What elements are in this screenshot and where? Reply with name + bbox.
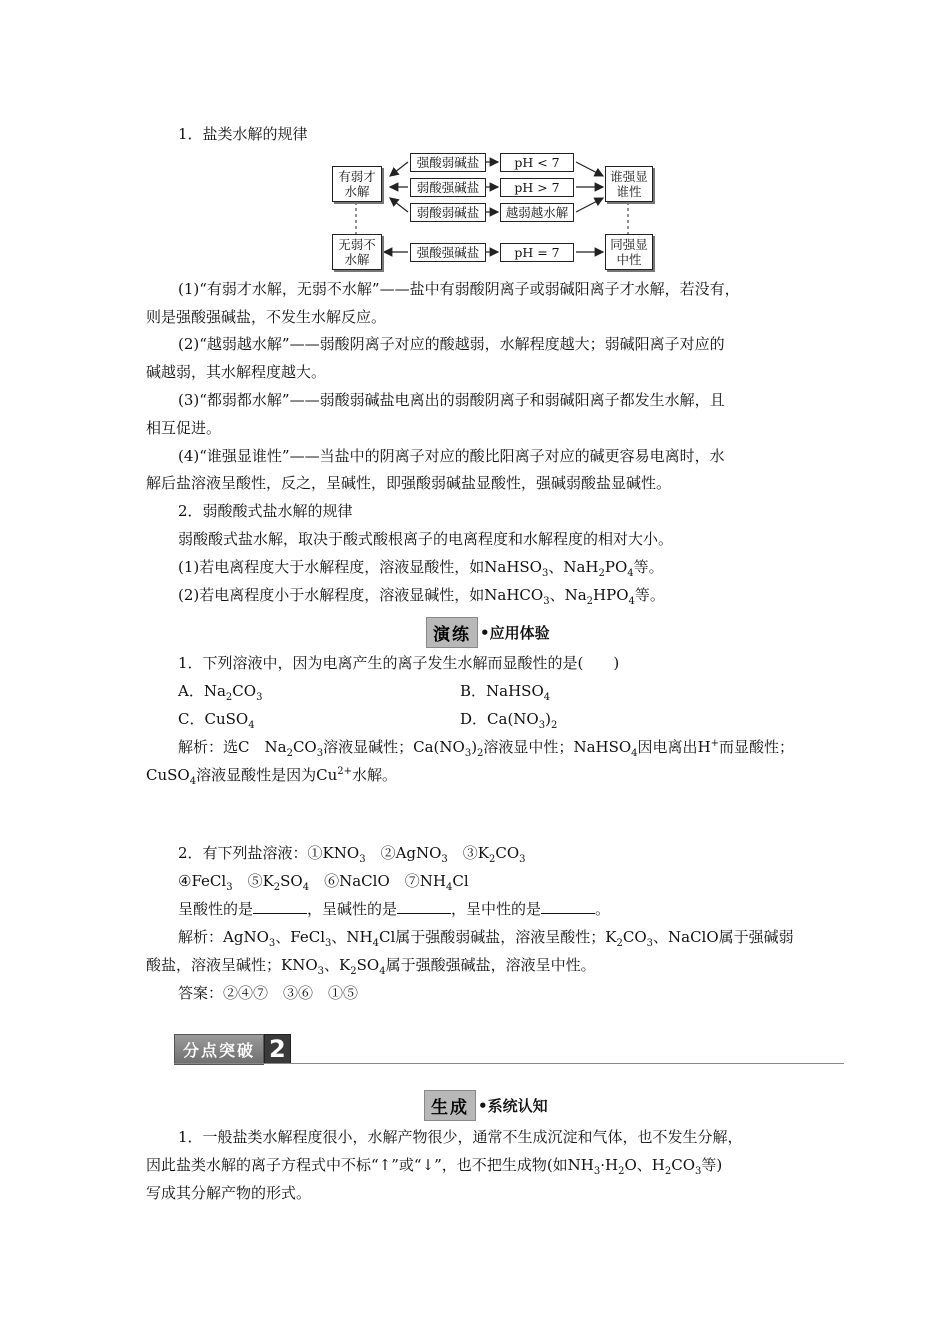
diagram-arrows xyxy=(0,0,950,280)
fill-end: 。 xyxy=(595,900,611,918)
generate-p1-end: 等) xyxy=(701,1156,723,1174)
section2-intro: 弱酸酸式盐水解，取决于酸式酸根离子的电离程度和水解程度的相对大小。 xyxy=(178,530,674,548)
option-b-label: B． xyxy=(460,682,487,700)
question-2-text: 2．有下列盐溶液： xyxy=(178,844,308,862)
section2-item-1-end: 等。 xyxy=(633,558,664,576)
diagram-box-left-bottom: 无弱不水解 xyxy=(332,234,382,270)
section-break-banner xyxy=(174,1035,291,1063)
diagram-mid-0: 强酸弱碱盐 xyxy=(410,153,486,172)
question-2-fill xyxy=(178,899,858,919)
generate-banner xyxy=(424,1090,548,1121)
option-d-label: D． xyxy=(460,710,488,728)
option-b: B．NaHSO$_4$ xyxy=(460,682,551,703)
section2-heading: 2．弱酸酸式盐水解的规律 xyxy=(178,502,353,520)
practice-tag: 演练 xyxy=(426,617,478,648)
answer-2-line-1: 解析：AgNO$_3$、FeCl$_3$、$NH_4Cl$属于强酸弱碱盐，溶液呈酸性；$K_2CO_3$、NaClO属于强碱弱 xyxy=(178,928,794,949)
rule-2-line-2: 碱越弱，其水解程度越大。 xyxy=(146,363,327,381)
practice-banner xyxy=(426,617,550,648)
fill-basic-blank xyxy=(397,899,451,914)
fill-acidic-blank xyxy=(253,899,307,914)
rule-4-line-1: (4)“谁强显谁性”——当盐中的阴离子对应的酸比阳离子对应的碱更容易电离时，水 xyxy=(178,447,725,465)
question-1: 1．下列溶液中，因为电离产生的离子发生水解而显酸性的是( ) xyxy=(178,654,620,672)
section1-heading: 1．盐类水解的规律 xyxy=(178,125,308,143)
answer-2-a: 解析： xyxy=(178,928,224,946)
rule-4-line-2: 解后盐溶液呈酸性，反之，呈碱性，即强酸弱碱盐显酸性，强碱弱酸盐显碱性。 xyxy=(146,474,672,492)
answer-1-c: 因电离出 xyxy=(637,738,698,756)
generate-p1-line-3: 写成其分解产物的形式。 xyxy=(146,1184,312,1202)
answer-1-e: 溶液显酸性是因为 xyxy=(196,766,317,784)
answer-1-line-1: 解析：选C $Na_2CO_3$溶液显碱性；$Ca(NO_3)_2$溶液显中性；NaHSO$_4$因电离出H+而显酸性； xyxy=(178,738,795,759)
question-2-line-1: 2．有下列盐溶液：$①KNO_3$ ②AgNO$_3$ $③K_2CO_3$ xyxy=(178,844,526,865)
answer-2-d: 酸盐，溶液呈碱性； xyxy=(146,956,282,974)
option-a: A．$Na_2CO_3$ xyxy=(178,682,263,703)
answer-1-a: 溶液显碱性； xyxy=(323,738,414,756)
option-a-label: A． xyxy=(178,682,204,700)
diagram-right-1: pH > 7 xyxy=(500,178,574,197)
diagram-box-far-bottom: 同强显中性 xyxy=(605,234,653,270)
generate-tag: 生成 xyxy=(424,1090,476,1121)
section2-item-2-end: 等。 xyxy=(634,586,665,604)
rule-1-line-2: 则是强酸强碱盐，不发生水解反应。 xyxy=(146,308,387,326)
section2-item-2-text: (2)若电离程度小于水解程度，溶液显碱性，如 xyxy=(178,586,485,604)
answer-2-e: 属于强酸强碱盐，溶液呈中性。 xyxy=(385,956,596,974)
diagram-right-2: 越弱越水解 xyxy=(500,203,574,222)
diagram-right-3: pH = 7 xyxy=(500,243,574,262)
diagram-right-0: pH < 7 xyxy=(500,153,574,172)
answer-2-c: 属于强碱弱 xyxy=(718,928,794,946)
generate-p1-pre: 因此盐类水解的离子方程式中不标“↑”或“↓”，也不把生成物(如 xyxy=(146,1156,568,1174)
section2-item-2: (2)若电离程度小于水解程度，溶液显碱性，如NaHCO$_3$、$Na_2HPO_4$等。 xyxy=(178,586,665,607)
section-break-label: 分点突破 xyxy=(174,1034,264,1065)
rule-1-line-1: (1)“有弱才水解，无弱不水解”——盐中有弱酸阴离子或弱碱阳离子才水解，若没有， xyxy=(178,280,740,298)
generate-p1-line-2: 因此盐类水解的离子方程式中不标“↑”或“↓”，也不把生成物(如$NH_3\cdot H_2O$、$H_2CO_3$等) xyxy=(146,1156,723,1177)
fill-neutral-blank xyxy=(541,899,595,914)
rule-3-line-1: (3)“都弱都水解”——弱酸弱碱盐电离出的弱酸阴离子和弱碱阳离子都发生水解，且 xyxy=(178,391,725,409)
diagram-mid-1: 弱酸强碱盐 xyxy=(410,178,486,197)
diagram-mid-3: 强酸强碱盐 xyxy=(410,243,486,262)
fill-basic-label: ，呈碱性的是 xyxy=(307,900,398,918)
section2-item-1-text: (1)若电离程度大于水解程度，溶液显酸性，如 xyxy=(178,558,485,576)
fill-acidic-label: 呈酸性的是 xyxy=(178,900,254,918)
section2-item-1: (1)若电离程度大于水解程度，溶液显酸性，如NaHSO$_3$、$NaH_2PO_4$等。 xyxy=(178,558,664,579)
answer-2-b: 属于强酸弱碱盐，溶液呈酸性； xyxy=(395,928,606,946)
answer-1-b: 溶液显中性； xyxy=(483,738,574,756)
section-break-number: 2 xyxy=(264,1034,291,1064)
diagram-mid-2: 弱酸弱碱盐 xyxy=(410,203,486,222)
answer-2-line-2: 酸盐，溶液呈碱性；$KNO_3$、$K_2SO_4$属于强酸强碱盐，溶液呈中性。 xyxy=(146,956,596,977)
diagram-box-far-top: 谁强显谁性 xyxy=(605,166,653,202)
option-d: D．$Ca(NO_3)_2$ xyxy=(460,710,558,731)
rule-2-line-1: (2)“越弱越水解”——弱酸阴离子对应的酸越弱，水解程度越大；弱碱阳离子对应的 xyxy=(178,335,725,353)
answer-1-f: 水解。 xyxy=(352,766,398,784)
answer-2-final: 答案：②④⑦ ③⑥ ①⑤ xyxy=(178,984,359,1002)
option-c: C．CuSO$_4$ xyxy=(178,710,255,731)
answer-1-d: 而显酸性； xyxy=(719,738,795,756)
section-break-rule xyxy=(174,1063,844,1064)
question-2-line-2: ④FeCl$_3$ $⑤K_2SO_4$ ⑥NaClO $⑦NH_4Cl$ xyxy=(178,872,469,893)
rule-3-line-2: 相互促进。 xyxy=(146,419,222,437)
diagram-box-left-top: 有弱才水解 xyxy=(332,166,382,202)
answer-1-pre: 解析：选C xyxy=(178,738,265,756)
practice-tag-text: •应用体验 xyxy=(480,624,550,642)
generate-p1-line-1: 1．一般盐类水解程度很小，水解产物很少，通常不生成沉淀和气体，也不发生分解， xyxy=(178,1128,743,1146)
option-c-label: C． xyxy=(178,710,205,728)
answer-1-line-2: CuSO$_4$溶液显酸性是因为$Cu^{2+}$水解。 xyxy=(146,766,398,787)
generate-tag-text: •系统认知 xyxy=(478,1097,548,1115)
fill-neutral-label: ，呈中性的是 xyxy=(451,900,542,918)
